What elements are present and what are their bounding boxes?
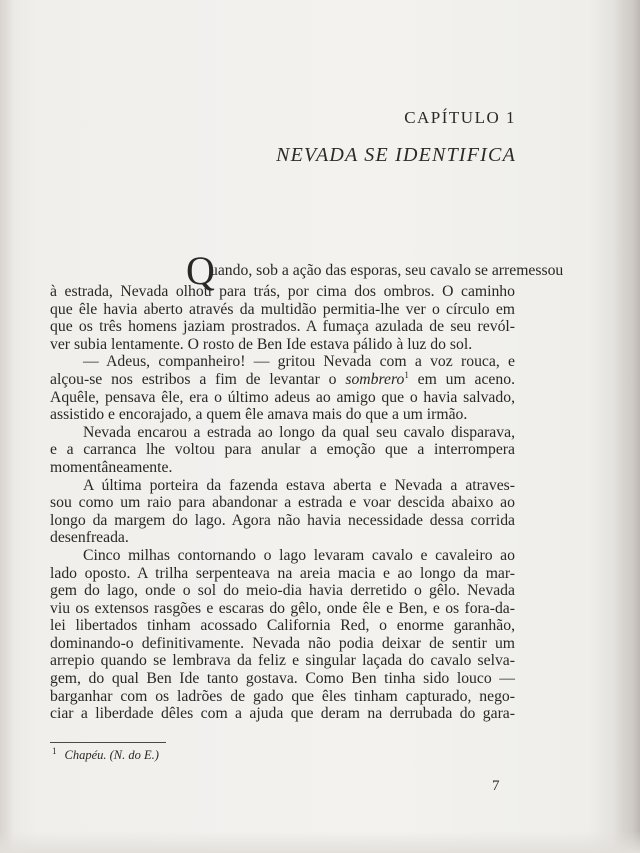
text-line: Cinco milhas contornando o lago levaram cavalo e cavaleiro ao <box>83 546 515 564</box>
page-bottom-shadow <box>0 831 640 853</box>
text-line: gem, do qual Ben Ide tanto gostava. Como Ben tinha sido louco — <box>50 670 515 688</box>
text-line: assistido e encorajado, a quem êle amava mais do que a um irmão. <box>50 406 468 424</box>
text-line: e a carranca lhe voltou para anular a emoção que a interrompera <box>50 441 515 459</box>
chapter-title: NEVADA SE IDENTIFICA <box>276 144 516 166</box>
footnote-divider <box>50 742 166 743</box>
text-line: que êle havia aberto através da multidão permitia-lhe ver o círculo em <box>50 300 515 318</box>
text-line: ciar a liberdade dêles com a ajuda que deram na derrubada do gara- <box>50 705 515 723</box>
text-line: Nevada encarou a estrada ao longo da qual seu cavalo disparava, <box>83 423 515 441</box>
text-line: à estrada, Nevada olhou para trás, por cima dos ombros. O caminho <box>50 283 515 300</box>
footnote-reference: 1 <box>404 369 409 380</box>
text-line: longo da margem do lago. Agora não havia necessidade dessa corrida <box>50 511 515 529</box>
text-line: arrepio quando se lembrava da feliz e singular laçada do cavalo selva- <box>50 652 515 670</box>
text-line: viu os extensos rasgões e escaras do gêlo, onde êle e Ben, e os fora-da- <box>50 599 515 617</box>
text-line: desenfreada. <box>50 529 129 547</box>
text-line: — Adeus, companheiro! — gritou Nevada com a voz rouca, e <box>83 353 515 371</box>
sombrero-word: sombrero <box>345 370 405 388</box>
chapter-label: CAPÍTULO 1 <box>404 108 516 127</box>
text-line: ver subia lentamente. O rosto de Ben Ide estava pálido à luz do sol. <box>50 335 473 353</box>
text-line: gem do lago, onde o sol do meio-dia havia derretido o gêlo. Nevada <box>50 582 515 600</box>
page-number: 7 <box>492 778 500 794</box>
text-line: Aquêle, pensava êle, era o último adeus ao amigo que o havia salvado, <box>50 388 515 406</box>
text-line: dominando-o definitivamente. Nevada não podia deixar de sentir um <box>50 634 515 652</box>
text-line-content: em um aceno. <box>408 370 515 388</box>
text-line: momentâneamente. <box>50 458 173 476</box>
text-line <box>50 371 515 389</box>
page-gutter-shadow <box>0 0 14 853</box>
page-edge-shadow <box>614 0 640 853</box>
text-line-content: alçou-se nos estribos a fim de levantar o <box>50 370 337 388</box>
footnote <box>52 746 159 763</box>
footnote-text: Chapéu. (N. do E.) <box>64 748 159 763</box>
text-line-content: uando, sob a ação das esporas, seu cavalo se arremessou <box>210 262 564 279</box>
drop-cap: Q <box>186 248 215 293</box>
body-text <box>50 248 564 723</box>
text-line: que os três homens jaziam prostrados. A fumaça azulada de seu revól- <box>50 318 515 336</box>
text-line: lei libertados tinham acossado California Red, o enorme garanhão, <box>50 617 515 635</box>
text-line: lado oposto. A trilha serpenteava na areia macia e ao longo da mar- <box>50 564 515 582</box>
text-line: A última porteira da fazenda estava aberta e Nevada a atraves- <box>83 476 515 494</box>
footnote-mark: 1 <box>52 746 57 756</box>
text-line: sou como um raio para abandonar a estrada e voar descida abaixo ao <box>50 494 515 512</box>
text-line: barganhar com os ladrões de gado que êles tinham capturado, nego- <box>50 687 515 705</box>
